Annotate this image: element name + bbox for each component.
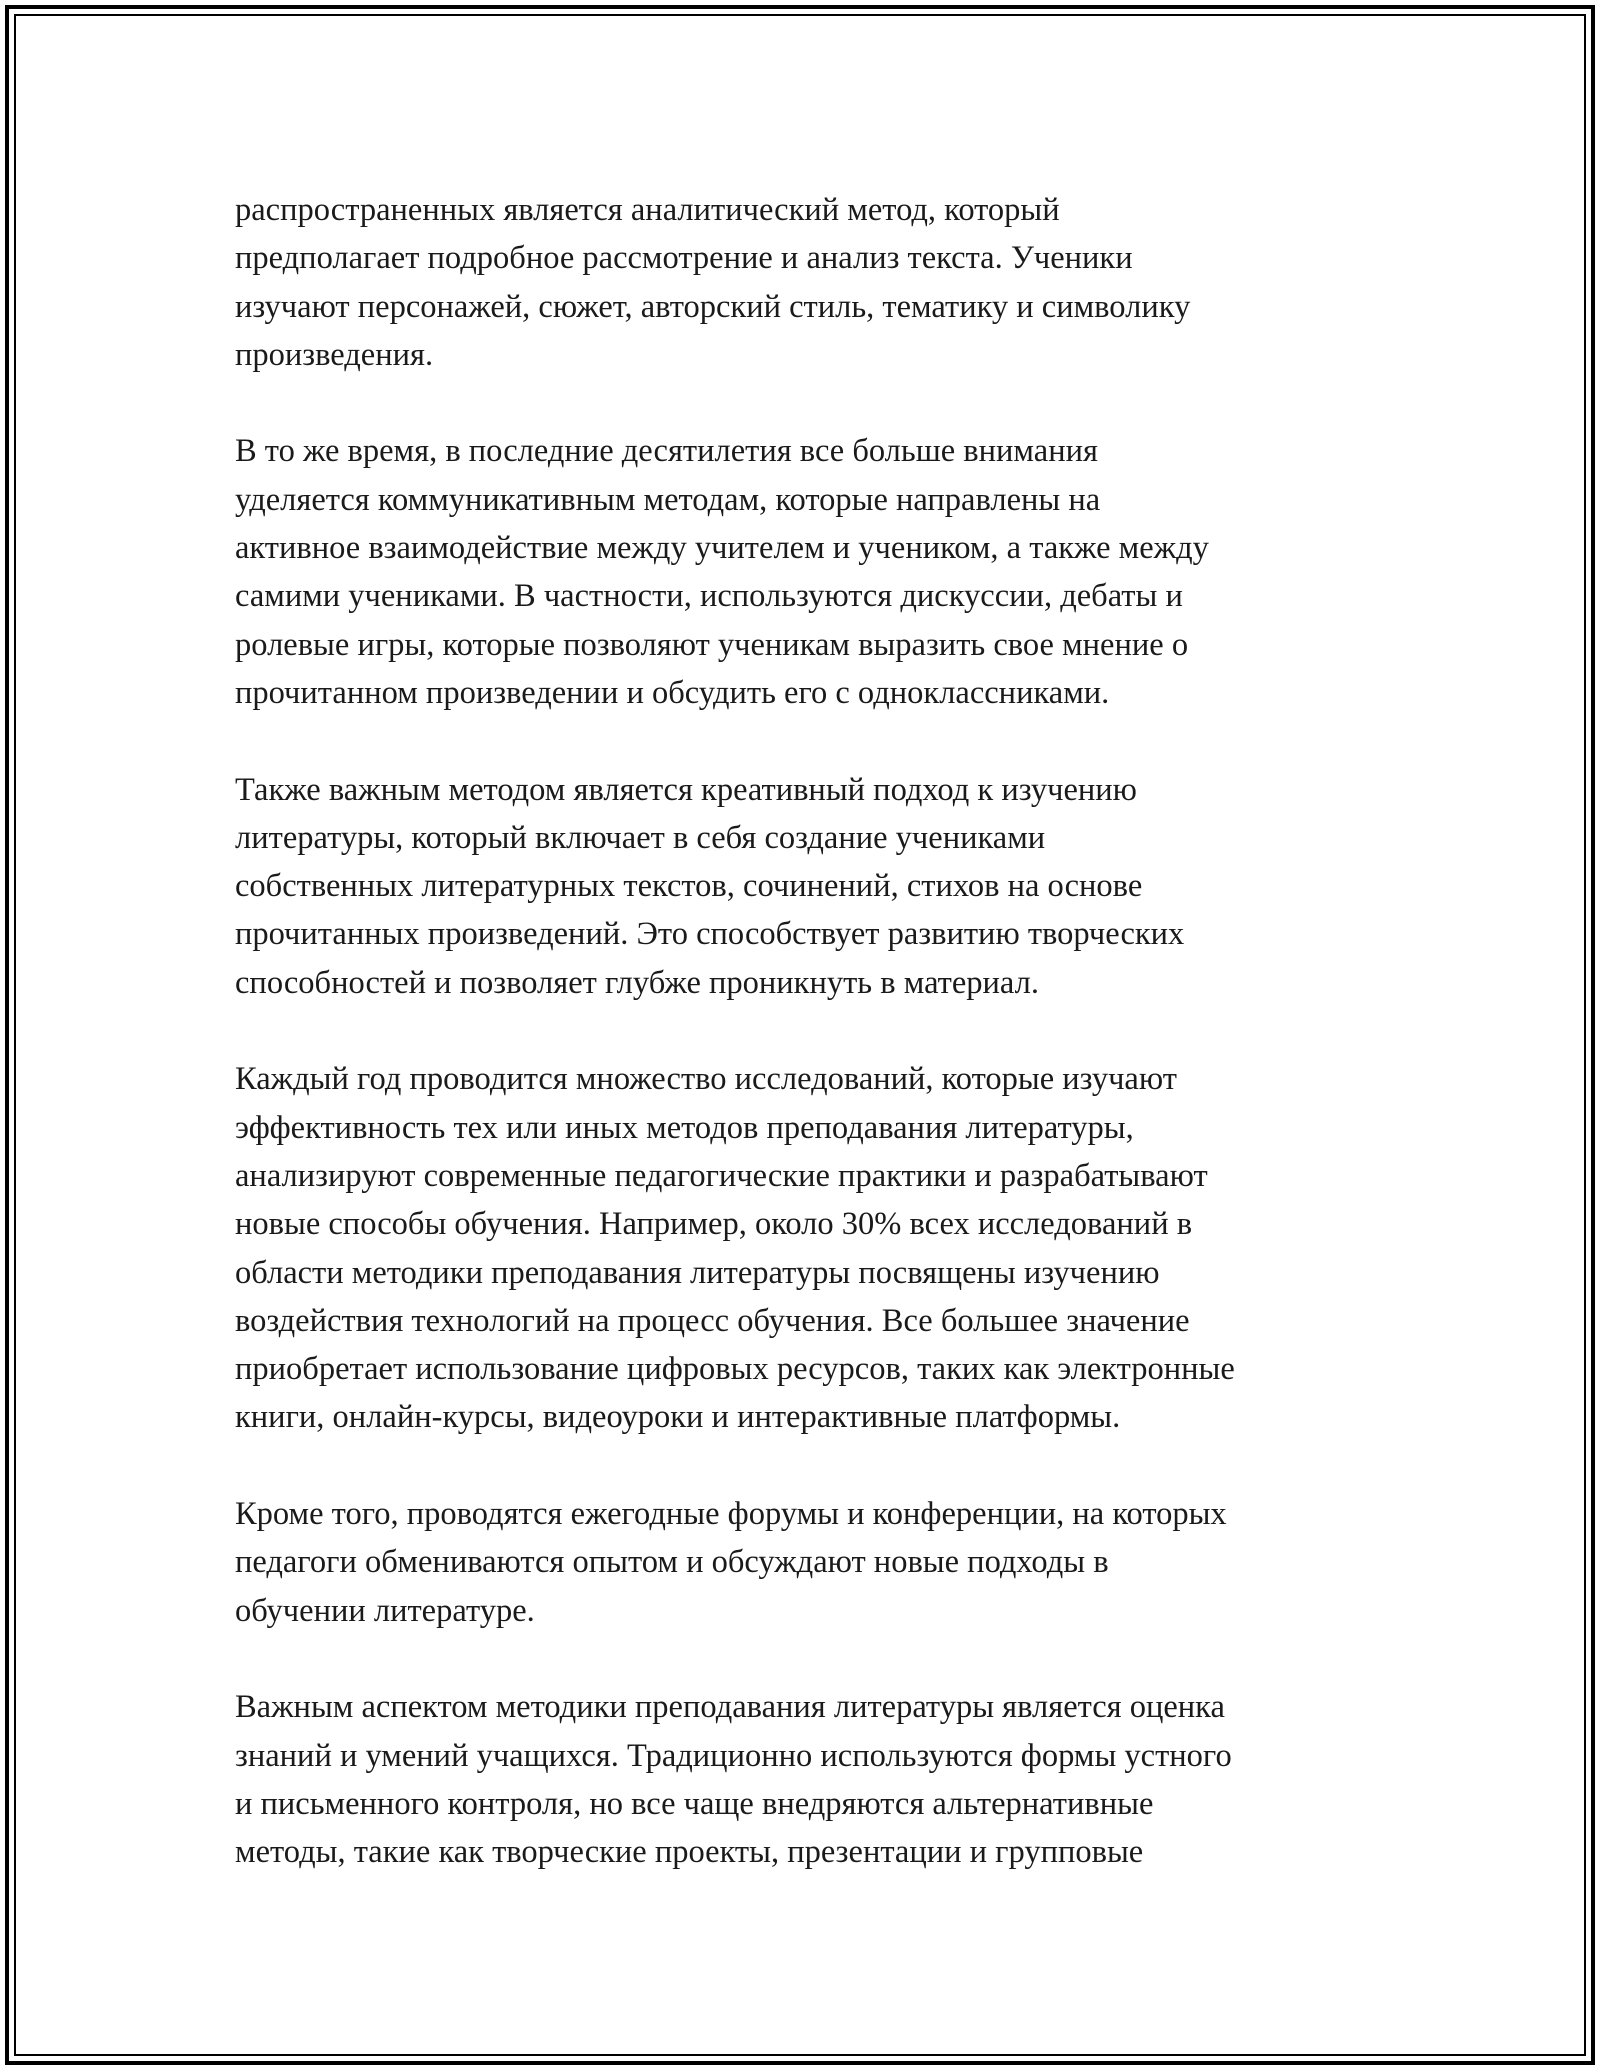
text-line: области методики преподавания литературы посвящены изучению: [235, 1254, 1160, 1291]
document-body: [235, 186, 1395, 1876]
text-line: Важным аспектом методики преподавания литературы является оценка: [235, 1689, 1225, 1726]
paragraph-gap: [235, 1635, 1395, 1683]
text-line: способностей и позволяет глубже проникнуть в материал.: [235, 964, 1039, 1001]
text-line: Каждый год проводится множество исследований, которые изучают: [235, 1061, 1177, 1098]
paragraph: [235, 186, 1395, 379]
text-line: активное взаимодействие между учителем и учеником, а также между: [235, 530, 1209, 567]
paragraph: [235, 427, 1395, 717]
text-line: эффективность тех или иных методов преподавания литературы,: [235, 1109, 1134, 1146]
text-line: изучают персонажей, сюжет, авторский стиль, тематику и символику: [235, 288, 1191, 325]
text-line: методы, такие как творческие проекты, презентации и групповые: [235, 1834, 1144, 1871]
text-line: Кроме того, проводятся ежегодные форумы и конференции, на которых: [235, 1496, 1227, 1533]
text-line: знаний и умений учащихся. Традиционно используются формы устного: [235, 1737, 1232, 1774]
text-line: приобретает использование цифровых ресурсов, таких как электронные: [235, 1351, 1235, 1388]
text-line: и письменного контроля, но все чаще внедряются альтернативные: [235, 1785, 1154, 1822]
text-line: прочитанных произведений. Это способствует развитию творческих: [235, 916, 1185, 953]
text-line: прочитанном произведении и обсудить его с одноклассниками.: [235, 674, 1110, 711]
paragraph: [235, 1490, 1395, 1635]
text-line: самими учениками. В частности, используются дискуссии, дебаты и: [235, 578, 1183, 615]
text-line: ролевые игры, которые позволяют ученикам выразить свое мнение о: [235, 626, 1189, 663]
paragraph-gap: [235, 1442, 1395, 1490]
paragraph-gap: [235, 1007, 1395, 1055]
text-line: уделяется коммуникативным методам, которые направлены на: [235, 481, 1101, 518]
text-line: В то же время, в последние десятилетия все больше внимания: [235, 433, 1098, 470]
paragraph: [235, 766, 1395, 1007]
text-line: распространенных является аналитический метод, который: [235, 192, 1060, 228]
text-line: предполагает подробное рассмотрение и анализ текста. Ученики: [235, 240, 1133, 277]
paragraph: [235, 1055, 1395, 1441]
text-line: новые способы обучения. Например, около 30% всех исследований в: [235, 1206, 1193, 1243]
text-line: произведения.: [235, 336, 434, 373]
text-line: воздействия технологий на процесс обучения. Все большее значение: [235, 1302, 1190, 1339]
paragraph-gap: [235, 717, 1395, 765]
text-line: книги, онлайн-курсы, видеоуроки и интерактивные платформы.: [235, 1399, 1121, 1436]
text-line: Также важным методом является креативный подход к изучению: [235, 771, 1137, 808]
text-line: обучении литературе.: [235, 1592, 535, 1629]
text-line: собственных литературных текстов, сочинений, стихов на основе: [235, 868, 1143, 905]
text-line: педагоги обмениваются опытом и обсуждают новые подходы в: [235, 1544, 1109, 1581]
paragraph: [235, 1683, 1395, 1876]
paragraph-gap: [235, 379, 1395, 427]
text-line: литературы, который включает в себя создание учениками: [235, 819, 1046, 856]
text-line: анализируют современные педагогические практики и разрабатывают: [235, 1157, 1208, 1194]
